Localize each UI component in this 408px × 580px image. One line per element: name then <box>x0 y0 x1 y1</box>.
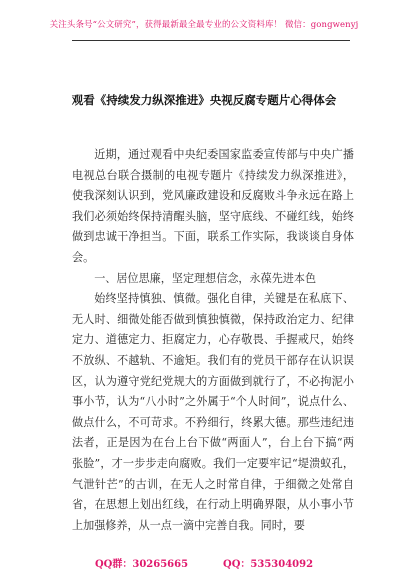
document-body <box>72 145 354 536</box>
footer-qq: QQ：535304092 <box>223 559 314 570</box>
intro-paragraph: 近期，通过观看中央纪委国家监委宣传部与中央广播电视总台联合摄制的电视专题片《持续发力纵深推进》，使我深刻认识到，党风廉政建设和反腐败斗争永远在路上我们必须始终保持清醒头脑，坚守底线、不碰红线，始终做到忠诚干净担当。下面，联系工作实际，我谈谈自身体会。 <box>72 148 354 264</box>
footer-contact <box>0 555 408 570</box>
section-heading: 一、居位思廉，坚定理想信念，永葆先进本色 <box>94 271 317 285</box>
document-title: 观看《持续发力纵深推进》央视反腐专题片心得体会 <box>71 93 337 107</box>
footer-qq-group: QQ群：30265665 <box>94 559 189 570</box>
header-divider <box>72 40 350 41</box>
header-promo-text: 关注头条号“公文研究”，获得最新最全最专业的公文资料库！ 微信：gongwenyj <box>49 20 359 30</box>
section-paragraph: 始终坚持慎独、慎微。强化自律，关键是在私底下、无人时、细微处能否做到慎独慎微，保持政治定力、纪律定力、道德定力、拒腐定力，心存敬畏、手握戒尺，始终不放纵、不越轨、不逾矩。我们有的党员干部存在认识误区，认为遵守党纪党规大的方面做到就行了，不必拘泥小事小节，认为“八小时”之外属于“个人时间”，说点什么、做点什么，不可苛求。不矜细行，终累大德。那些违纪违法者，正是因为在台上台下做“两面人”，台上台下搞“两张脸”，才一步步走向腐败。我们一定要牢记“堤溃蚁孔，气泄针芒”的古训，在无人之时常自律，于细微之处常自省，在思想上划出红线，在行动上明确界限，从小事小节上加强修养，从一点一滴中完善自我。同时，要 <box>72 292 354 532</box>
